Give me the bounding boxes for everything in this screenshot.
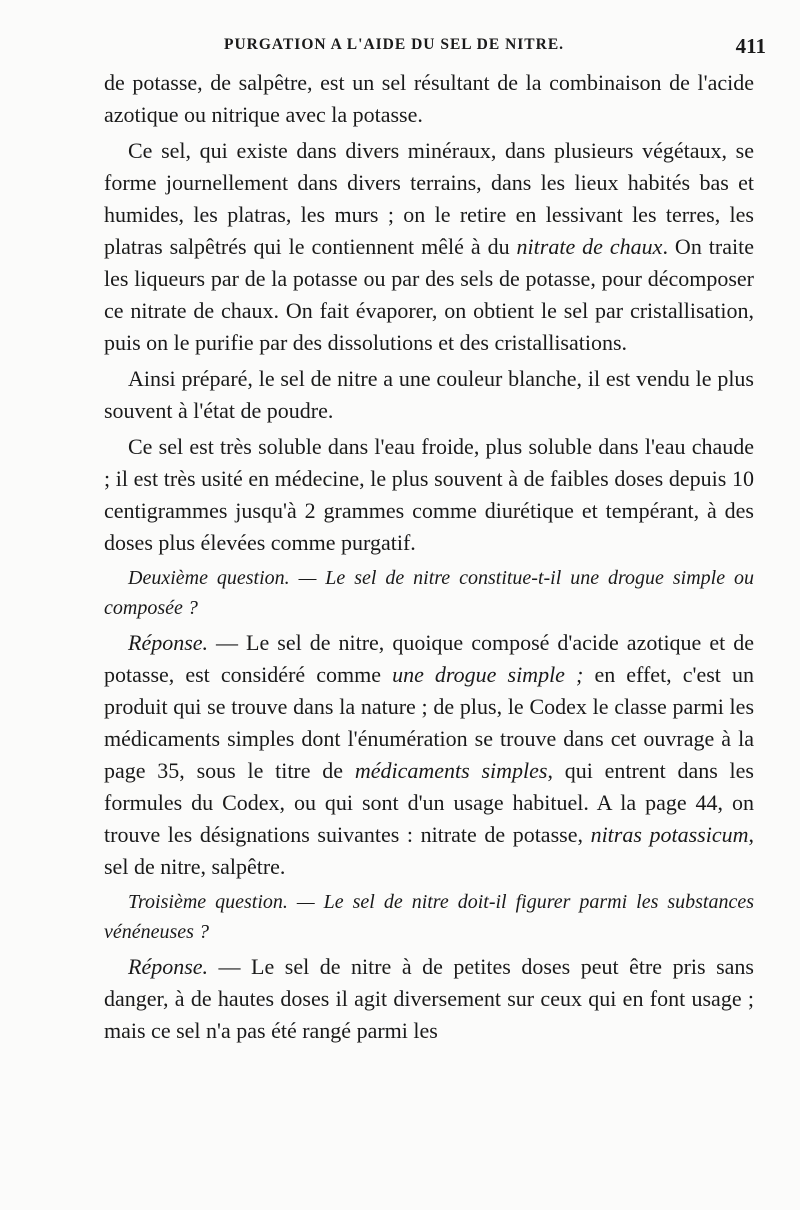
answer-two — [104, 627, 754, 883]
paragraph-salt-origin — [104, 135, 754, 359]
text-run: , qui entrent dans les formules du Codex, ou qui sont d'un usage habituel. A la page 44, on trouve les désignations suivantes : nitrate de potasse, — [104, 758, 754, 847]
italic-term: une drogue simple ; — [392, 662, 584, 687]
paragraph-solubility: Ce sel est très soluble dans l'eau froide, plus soluble dans l'eau chaude ; il est très usité en médecine, le plus souvent à de faibles doses depuis 10 centigrammes jusqu'à 2 grammes comme diurétique et tempérant, à des doses plus élevées comme purgatif. — [104, 434, 754, 555]
question-two: Deuxième question. — Le sel de nitre constitue-t-il une drogue simple ou composée ? — [104, 567, 754, 619]
italic-term: nitras potassicum — [590, 822, 749, 847]
text-run: Ce sel, qui existe dans divers minéraux, dans plusieurs végétaux, se forme journellement dans divers terrains, dans les lieux habités bas et humides, les platras, les murs ; on le retire en lessivant les terres, les platras salpêtrés qui le contiennent mêlé à du — [104, 138, 754, 259]
text-run: , sel de nitre, salpêtre. — [104, 822, 754, 879]
text-run: en effet, c'est un produit qui se trouve dans la nature ; de plus, le Codex le classe parmi les médicaments simples dont l'énumération se trouve dans cet ouvrage à la page 35, sous le titre de — [104, 662, 754, 783]
answer-label: Réponse. — [128, 954, 209, 979]
paragraph-preparation: Ainsi préparé, le sel de nitre a une couleur blanche, il est vendu le plus souvent à l'état de poudre. — [104, 366, 754, 423]
running-title: PURGATION A L'AIDE DU SEL DE NITRE. — [224, 36, 565, 53]
page-number: 411 — [735, 34, 766, 58]
question-three: Troisième question. — Le sel de nitre doit-il figurer parmi les substances vénéneuses ? — [104, 891, 754, 943]
text-run: . On traite les liqueurs par de la potasse ou par des sels de potasse, pour décomposer ce nitrate de chaux. On fait évaporer, on obtient le sel par cristallisation, puis on le purifie par des dissolutions et des cristallisations. — [104, 234, 754, 355]
paragraph-continuation: de potasse, de salpêtre, est un sel résultant de la combinaison de l'acide azotique ou nitrique avec la potasse. — [104, 70, 754, 127]
italic-term: nitrate de chaux — [516, 234, 663, 259]
text-run: — Le sel de nitre à de petites doses peut être pris sans danger, à de hautes doses il agit diversement sur ceux qui en font usage ; mais ce sel n'a pas été rangé parmi les — [104, 954, 754, 1043]
answer-three — [104, 951, 754, 1047]
page-header — [224, 36, 766, 62]
body-text — [104, 67, 754, 1047]
text-run: — Le sel de nitre, quoique composé d'acide azotique et de potasse, est considéré comme — [104, 630, 754, 687]
answer-label: Réponse. — [128, 630, 209, 655]
italic-term: médicaments simples — [354, 758, 548, 783]
